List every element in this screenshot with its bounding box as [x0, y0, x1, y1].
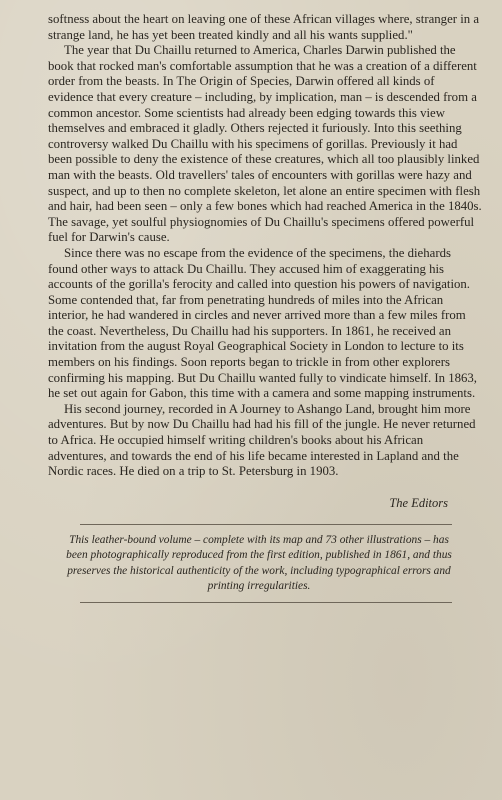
- paragraph-1: softness about the heart on leaving one of these African villages where, stranger in a strange land, he has yet been treated kindly and all his wants supplied.": [48, 12, 480, 42]
- divider-bottom: [80, 602, 452, 603]
- divider-top: [80, 524, 452, 525]
- paragraph-4: His second journey, recorded in A Journey to Ashango Land, brought him more adventures. But by now Du Chaillu had had his fill of the jungle. He never returned to Africa. He occupied himself writing children's books about his African adventures, and towards the end of his life became interested in Lapland and the Nordic races. He died on a trip to St. Petersburg in 1903.: [48, 401, 476, 479]
- article-body: [48, 12, 482, 480]
- paragraph-2: The year that Du Chaillu returned to America, Charles Darwin published the book that rocked man's comfortable assumption that he was a creation of a different order from the beasts. In The Origin of Species, Darwin offered all kinds of evidence that every creature – including, by implication, man – is descended from a common ancestor. Some scientists had already been edging towards this view themselves and embraced it gladly. Others rejected it furiously. Into this seething controversy walked Du Chaillu with his specimens of gorillas. Previously it had been possible to deny the existence of these creatures, which all too plausibly linked man with the beasts. Old travellers' tales of encounters with gorillas were hazy and suspect, and up to then no complete skeleton, let alone an entire specimen with flesh and hair, had been seen – only a few bones which had reached America in the 1840s. The savage, yet soulful physiognomies of Du Chaillu's specimens offered powerful fuel for Darwin's cause.: [48, 43, 482, 245]
- edition-note: This leather-bound volume – complete with its map and 73 other illustrations – has been photographically reproduced from the first edition, published in 1861, and thus preserves the historical authenticity of the work, including typographical errors and printing irregularities.: [66, 533, 452, 593]
- editors-signature: The Editors: [389, 495, 448, 510]
- paragraph-3: Since there was no escape from the evidence of the specimens, the diehards found other ways to attack Du Chaillu. They accused him of exaggerating his accounts of the gorilla's ferocity and called into question his powers of navigation. Some contended that, far from penetrating hundreds of miles into the African interior, he had wandered in circles and never arrived more than a few miles from the coast. Nevertheless, Du Chaillu had his supporters. In 1861, he received an invitation from the august Royal Geographical Society in London to lecture to its members on his findings. Soon reports began to trickle in from other explorers confirming his mapping. But Du Chaillu wanted fully to vindicate himself. In 1863, he set out again for Gabon, this time with a camera and some mapping instruments.: [48, 245, 477, 401]
